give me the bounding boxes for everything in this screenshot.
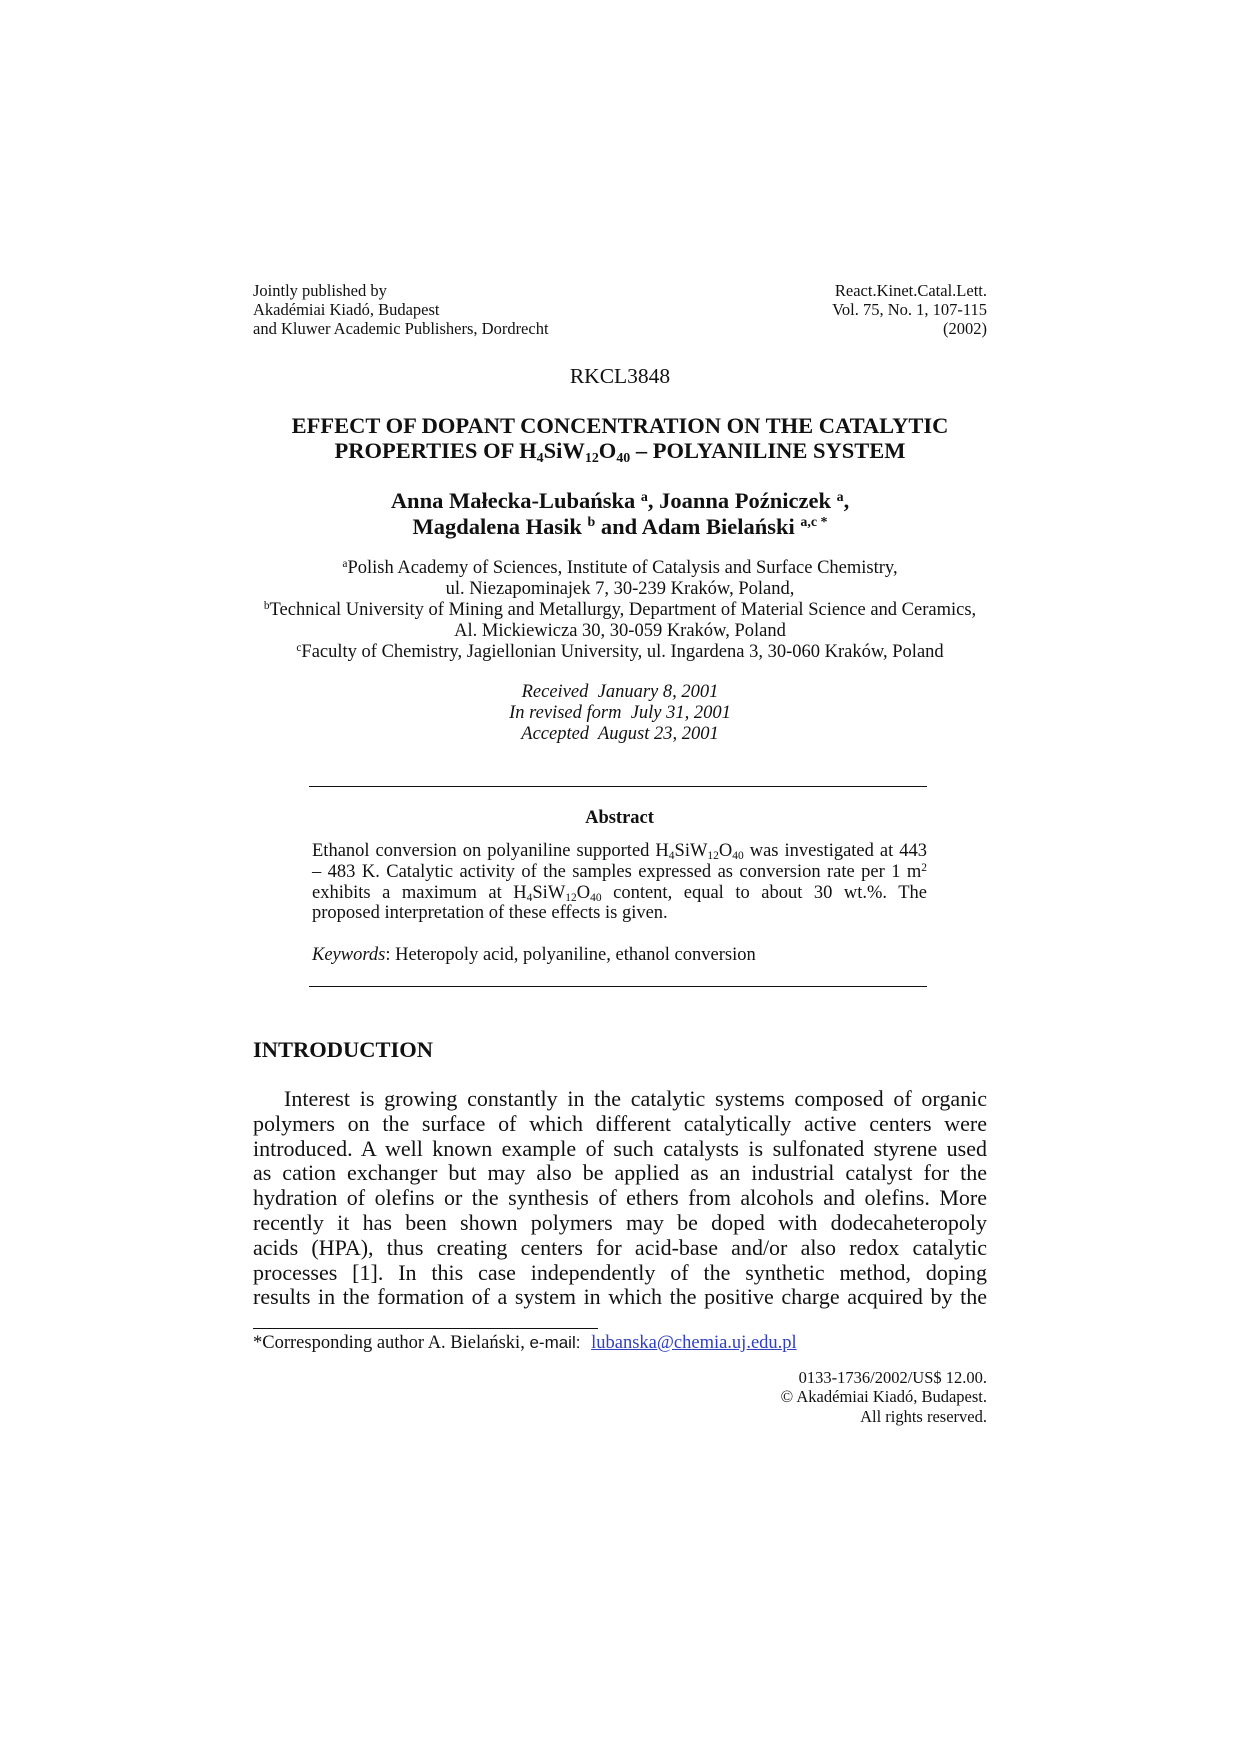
affiliation-mark: a	[640, 489, 648, 505]
abstract-rule-top	[309, 786, 927, 787]
affiliation-mark: a,c *	[800, 515, 828, 531]
affiliation-line	[253, 642, 987, 663]
title-text: – POLYANILINE SYSTEM	[635, 437, 906, 463]
unit-exponent: 2	[921, 861, 927, 874]
abstract-heading: Abstract	[585, 808, 654, 828]
rights-line: All rights reserved.	[860, 1406, 987, 1426]
copyright-block	[253, 1368, 987, 1426]
copyright-line: © Akadémiai Kiadó, Budapest.	[780, 1387, 987, 1407]
formula-element: H	[513, 882, 527, 903]
abstract-line	[312, 883, 927, 904]
formula-subscript: 12	[565, 892, 577, 905]
article-code: RKCL3848	[569, 364, 671, 388]
author-line	[253, 514, 987, 540]
affiliation-text: Technical University of Mining and Metallurgy, Department of Material Science and Ceramics,	[269, 599, 977, 620]
footnote-rule	[253, 1328, 598, 1329]
volume-pages: Vol. 75, No. 1, 107-115	[832, 300, 987, 319]
formula-subscript: 4	[668, 850, 675, 863]
paragraph-line: recently it has been shown polymers may be doped with dodecaheteropoly	[253, 1209, 987, 1235]
footnote	[253, 1332, 797, 1354]
title-line: EFFECT OF DOPANT CONCENTRATION ON THE CATALYTIC	[291, 413, 949, 438]
author-conjunction: and	[600, 513, 638, 539]
affiliation-mark: a	[342, 558, 348, 571]
formula-element: H	[519, 437, 537, 463]
article-dates	[253, 682, 987, 745]
abstract-line: proposed interpretation of these effects is given.	[312, 903, 668, 924]
paragraph-line: results in the formation of a system in which the positive charge acquired by the	[253, 1284, 987, 1310]
affiliation-text: Faculty of Chemistry, Jagiellonian University, ul. Ingardena 3, 30-060 Kraków, Poland	[301, 641, 944, 662]
issn-price: 0133-1736/2002/US$ 12.00.	[798, 1368, 987, 1387]
abstract-text	[312, 841, 927, 924]
paragraph-line: processes [1]. In this case independently of the synthetic method, doping	[253, 1259, 987, 1285]
formula-element: O	[718, 841, 733, 861]
keywords	[312, 945, 927, 966]
formula-element: SiW	[674, 841, 708, 861]
publication-year: (2002)	[943, 319, 987, 338]
affiliation-address: Al. Mickiewicza 30, 30-059 Kraków, Poland	[454, 620, 786, 641]
author-separator: ,	[647, 488, 654, 513]
affiliation-line	[253, 600, 987, 621]
title-line	[253, 439, 987, 464]
affiliation-address: ul. Niezapominajek 7, 30-239 Kraków, Poland,	[445, 578, 795, 599]
email-label: e-mail:	[529, 1333, 581, 1352]
formula-subscript: 40	[590, 892, 602, 905]
author-separator: ,	[843, 488, 850, 513]
formula	[655, 841, 743, 861]
author-list	[253, 488, 987, 539]
formula-element: SiW	[543, 437, 585, 463]
abstract-segment: exhibits a maximum at	[312, 882, 502, 903]
paragraph-line: introduced. A well known example of such catalysts is sulfonated styrene used	[253, 1135, 987, 1161]
publisher-line: Jointly published by	[253, 281, 387, 300]
abstract-rule-bottom	[309, 986, 927, 987]
footnote-text: *Corresponding author A. Bielański,	[253, 1333, 525, 1353]
received-date: Received January 8, 2001	[521, 682, 719, 702]
formula	[513, 883, 601, 903]
author-name: Joanna Poźniczek	[659, 488, 831, 513]
author-name: Adam Bielański	[641, 513, 795, 539]
publisher-line: and Kluwer Academic Publishers, Dordrecht	[253, 319, 549, 338]
citation-info	[253, 281, 987, 338]
formula	[519, 437, 631, 466]
paragraph-line: hydration of olefins or the synthesis of ethers from alcohols and olefins. More	[253, 1185, 987, 1211]
paragraph-line: as cation exchanger but may also be applied as an industrial catalyst for the	[253, 1160, 987, 1186]
email-link[interactable]: lubanska@chemia.uj.edu.pl	[591, 1333, 797, 1353]
abstract-segment: was investigated at 443	[749, 841, 927, 861]
affiliations	[253, 558, 987, 663]
accepted-date: Accepted August 23, 2001	[521, 724, 719, 745]
formula-subscript: 12	[707, 850, 719, 863]
paragraph-line: Interest is growing constantly in the catalytic systems composed of organic	[284, 1086, 987, 1111]
abstract-line	[312, 841, 927, 862]
formula-element: SiW	[532, 882, 566, 903]
formula-element: O	[576, 882, 591, 903]
paragraph-line: polymers on the surface of which different catalytically active centers were	[253, 1110, 987, 1136]
formula-element: O	[598, 437, 617, 463]
section-heading-introduction: INTRODUCTION	[253, 1037, 434, 1062]
paragraph-line: acids (HPA), thus creating centers for acid-base and/or also redox catalytic	[253, 1234, 987, 1260]
author-line	[253, 488, 987, 514]
affiliation-mark: a	[836, 489, 844, 505]
formula-subscript: 40	[616, 450, 631, 466]
title-text: PROPERTIES OF	[334, 437, 514, 463]
author-name: Anna Małecka-Lubańska	[390, 488, 636, 513]
abstract-segment: content, equal to about 30 wt.%. The	[613, 882, 928, 903]
formula-element: H	[655, 841, 669, 861]
affiliation-mark: b	[587, 515, 596, 531]
affiliation-line	[253, 558, 987, 579]
affiliation-mark: c	[296, 641, 302, 654]
keywords-label: Keywords	[312, 944, 386, 965]
affiliation-mark: b	[263, 599, 270, 612]
abstract-segment: – 483 K. Catalytic activity of the samples expressed as conversion rate per 1 m	[312, 861, 922, 882]
revised-date: In revised form July 31, 2001	[509, 703, 731, 724]
abstract-segment: Ethanol conversion on polyaniline supported	[312, 841, 650, 861]
formula-subscript: 4	[526, 892, 533, 905]
formula-subscript: 12	[584, 450, 599, 466]
formula-subscript: 4	[536, 450, 544, 466]
intro-paragraph	[253, 1087, 987, 1310]
journal-abbreviation: React.Kinet.Catal.Lett.	[834, 281, 987, 300]
abstract-line	[312, 862, 927, 883]
article-title	[253, 413, 987, 466]
keywords-text: : Heteropoly acid, polyaniline, ethanol conversion	[385, 944, 756, 965]
publisher-line: Akadémiai Kiadó, Budapest	[253, 300, 440, 319]
affiliation-text: Polish Academy of Sciences, Institute of Catalysis and Surface Chemistry,	[347, 558, 898, 578]
formula-subscript: 40	[732, 850, 744, 863]
author-name: Magdalena Hasik	[412, 513, 582, 539]
